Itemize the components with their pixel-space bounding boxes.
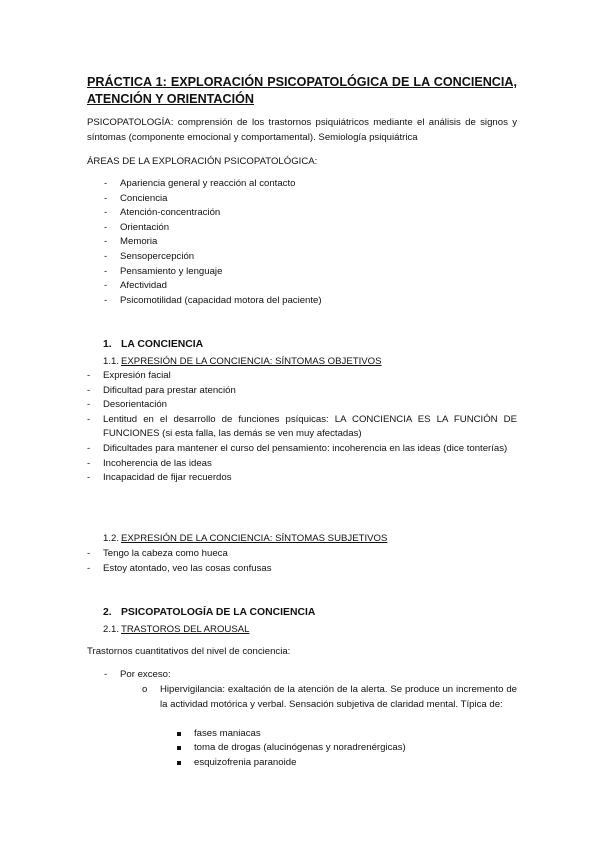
subsection-title: TRASTOROS DEL AROUSAL — [121, 624, 250, 635]
page-title — [87, 74, 517, 108]
subsection-number: 1.2. — [103, 533, 120, 544]
excess-list — [87, 668, 517, 683]
subsection-title: EXPRESIÓN DE LA CONCIENCIA: SÍNTOMAS SUBJETIVOS — [121, 533, 388, 544]
typical-item — [194, 727, 261, 742]
list-item: - Conciencia — [87, 192, 517, 207]
objective-symptoms-list — [87, 369, 517, 486]
typical-text: toma de drogas (alucinógenas y noradrenérgicas) — [194, 742, 406, 753]
typical-text: esquizofrenia paranoide — [194, 757, 297, 768]
square-bullet-icon — [177, 746, 181, 750]
subsection-number: 1.1. — [103, 356, 120, 367]
areas-heading: ÁREAS DE LA EXPLORACIÓN PSICOPATOLÓGICA: — [87, 156, 318, 167]
list-item: - Estoy atontado, veo las cosas confusas — [87, 562, 517, 577]
subsection-2-1-heading — [103, 623, 249, 638]
subsection-number: 2.1. — [103, 624, 120, 635]
intro-paragraph: PSICOPATOLOGÍA: comprensión de los trastornos psiquiátricos mediante el análisis de signos y síntomas (componente emocional y comportamental). Semiología psiquiátrica — [87, 117, 517, 143]
list-item: - Expresión facial — [87, 369, 517, 384]
subjective-symptoms-list — [87, 547, 517, 576]
list-item: - Orientación — [87, 221, 517, 236]
list-item: - Sensopercepción — [87, 250, 517, 265]
subsection-1-2-heading — [103, 532, 387, 547]
list-item: - Memoria — [87, 235, 517, 250]
list-item: - Psicomotilidad (capacidad motora del paciente) — [87, 294, 517, 309]
section-number: 1. — [103, 339, 112, 350]
areas-list — [87, 177, 517, 308]
section-title: LA CONCIENCIA — [121, 339, 204, 350]
typical-item — [194, 756, 296, 771]
subsection-1-1-heading — [103, 355, 382, 370]
list-item: - Incoherencia de las ideas — [87, 457, 517, 472]
circle-bullet: o — [142, 684, 148, 695]
list-item: - Dificultades para mantener el curso del pensamiento: incoherencia en las ideas (dice tonterías) — [87, 442, 517, 457]
list-item: - Atención-concentración — [87, 206, 517, 221]
square-bullet-icon — [177, 732, 181, 736]
title-line-2: ATENCIÓN Y ORIENTACIÓN — [87, 92, 254, 106]
list-item: - Por exceso: — [87, 668, 517, 683]
list-item: - Tengo la cabeza como hueca — [87, 547, 517, 562]
list-item: - Incapacidad de fijar recuerdos — [87, 471, 517, 486]
typical-item — [194, 741, 406, 756]
list-item: - Apariencia general y reacción al contacto — [87, 177, 517, 192]
title-line-1: PRÁCTICA 1: EXPLORACIÓN PSICOPATOLÓGICA DE LA CONCIENCIA, — [87, 75, 517, 89]
list-item: - Pensamiento y lenguaje — [87, 265, 517, 280]
list-item: - Lentitud en el desarrollo de funciones psíquicas: LA CONCIENCIA ES LA FUNCIÓN DE FUNCIONES (si esta falla, las demás se ven muy afectadas) — [87, 413, 517, 442]
section-number: 2. — [103, 607, 112, 618]
subsection-title: EXPRESIÓN DE LA CONCIENCIA: SÍNTOMAS OBJETIVOS — [121, 356, 382, 367]
list-item: - Desorientación — [87, 398, 517, 413]
section-title: PSICOPATOLOGÍA DE LA CONCIENCIA — [121, 607, 316, 618]
hipervigilancia-item — [142, 683, 517, 712]
hipervigilancia-text: Hipervigilancia: exaltación de la atención de la alerta. Se produce un incremento de la actividad motórica y verbal. Sensación subjetiva de claridad mental. Típica de: — [160, 684, 517, 710]
square-bullet-icon — [177, 761, 181, 765]
typical-text: fases maniacas — [194, 728, 261, 739]
list-item: - Afectividad — [87, 279, 517, 294]
list-item: - Dificultad para prestar atención — [87, 384, 517, 399]
quantitative-disorders-text: Trastornos cuantitativos del nivel de conciencia: — [87, 646, 291, 657]
